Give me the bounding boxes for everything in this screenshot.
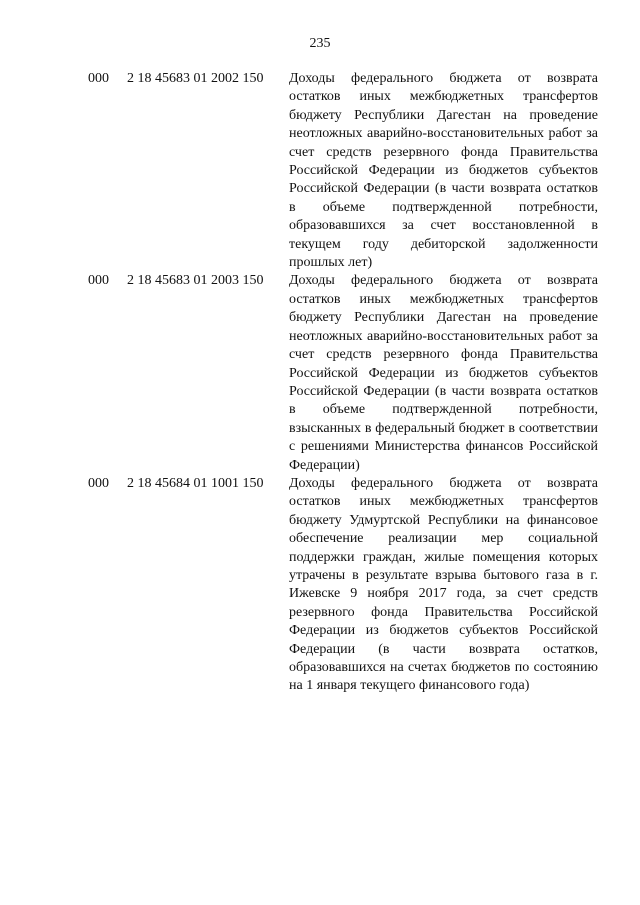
- revenue-description: Доходы федерального бюджета от возврата остатков иных межбюджетных трансфертов бюджету Республики Дагестан на проведение неотложных аварийно-восстановительных работ за счет средств резервного фонда Правительства Российской Федерации из бюджетов субъектов Российской Федерации (в части возврата остатков в объеме подтвержденной потребности, взысканных в федеральный бюджет в соответствии с решениями Министерства финансов Российской Федерации): [289, 273, 598, 473]
- budget-classification-code: 2 18 45683 01 2003 150: [127, 273, 264, 289]
- admin-code: 000: [88, 71, 109, 86]
- budget-code-table: [0, 70, 640, 696]
- budget-classification-code: 2 18 45684 01 1001 150: [127, 475, 264, 491]
- admin-code: 000: [88, 475, 109, 491]
- admin-code: 000: [88, 273, 109, 289]
- table-row: [0, 475, 640, 696]
- revenue-description: Доходы федерального бюджета от возврата остатков иных межбюджетных трансфертов бюджету Республики Дагестан на проведение неотложных аварийно-восстановительных работ за счет средств резервного фонда Правительства Российской Федерации из бюджетов субъектов Российской Федерации (в части возврата остатков в объеме подтвержденной потребности, образовавшихся за счет восстановленной в текущем году дебиторской задолженности прошлых лет): [289, 71, 598, 271]
- revenue-description: Доходы федерального бюджета от возврата остатков иных межбюджетных трансфертов бюджету Удмуртской Республики на финансовое обеспечение реализации мер социальной поддержки граждан, жилые помещения которых утрачены в результате взрыва бытового газа в г. Ижевске 9 ноября 2017 года, за счет средств резервного фонда Правительства Российской Федерации из бюджетов субъектов Российской Федерации (в части возврата остатков, образовавшихся на счетах бюджетов по состоянию на 1 января текущего финансового года): [289, 475, 598, 694]
- table-row: [0, 272, 640, 474]
- table-row: [0, 70, 640, 272]
- budget-classification-code: 2 18 45683 01 2002 150: [127, 71, 264, 86]
- page-number: 235: [309, 36, 331, 51]
